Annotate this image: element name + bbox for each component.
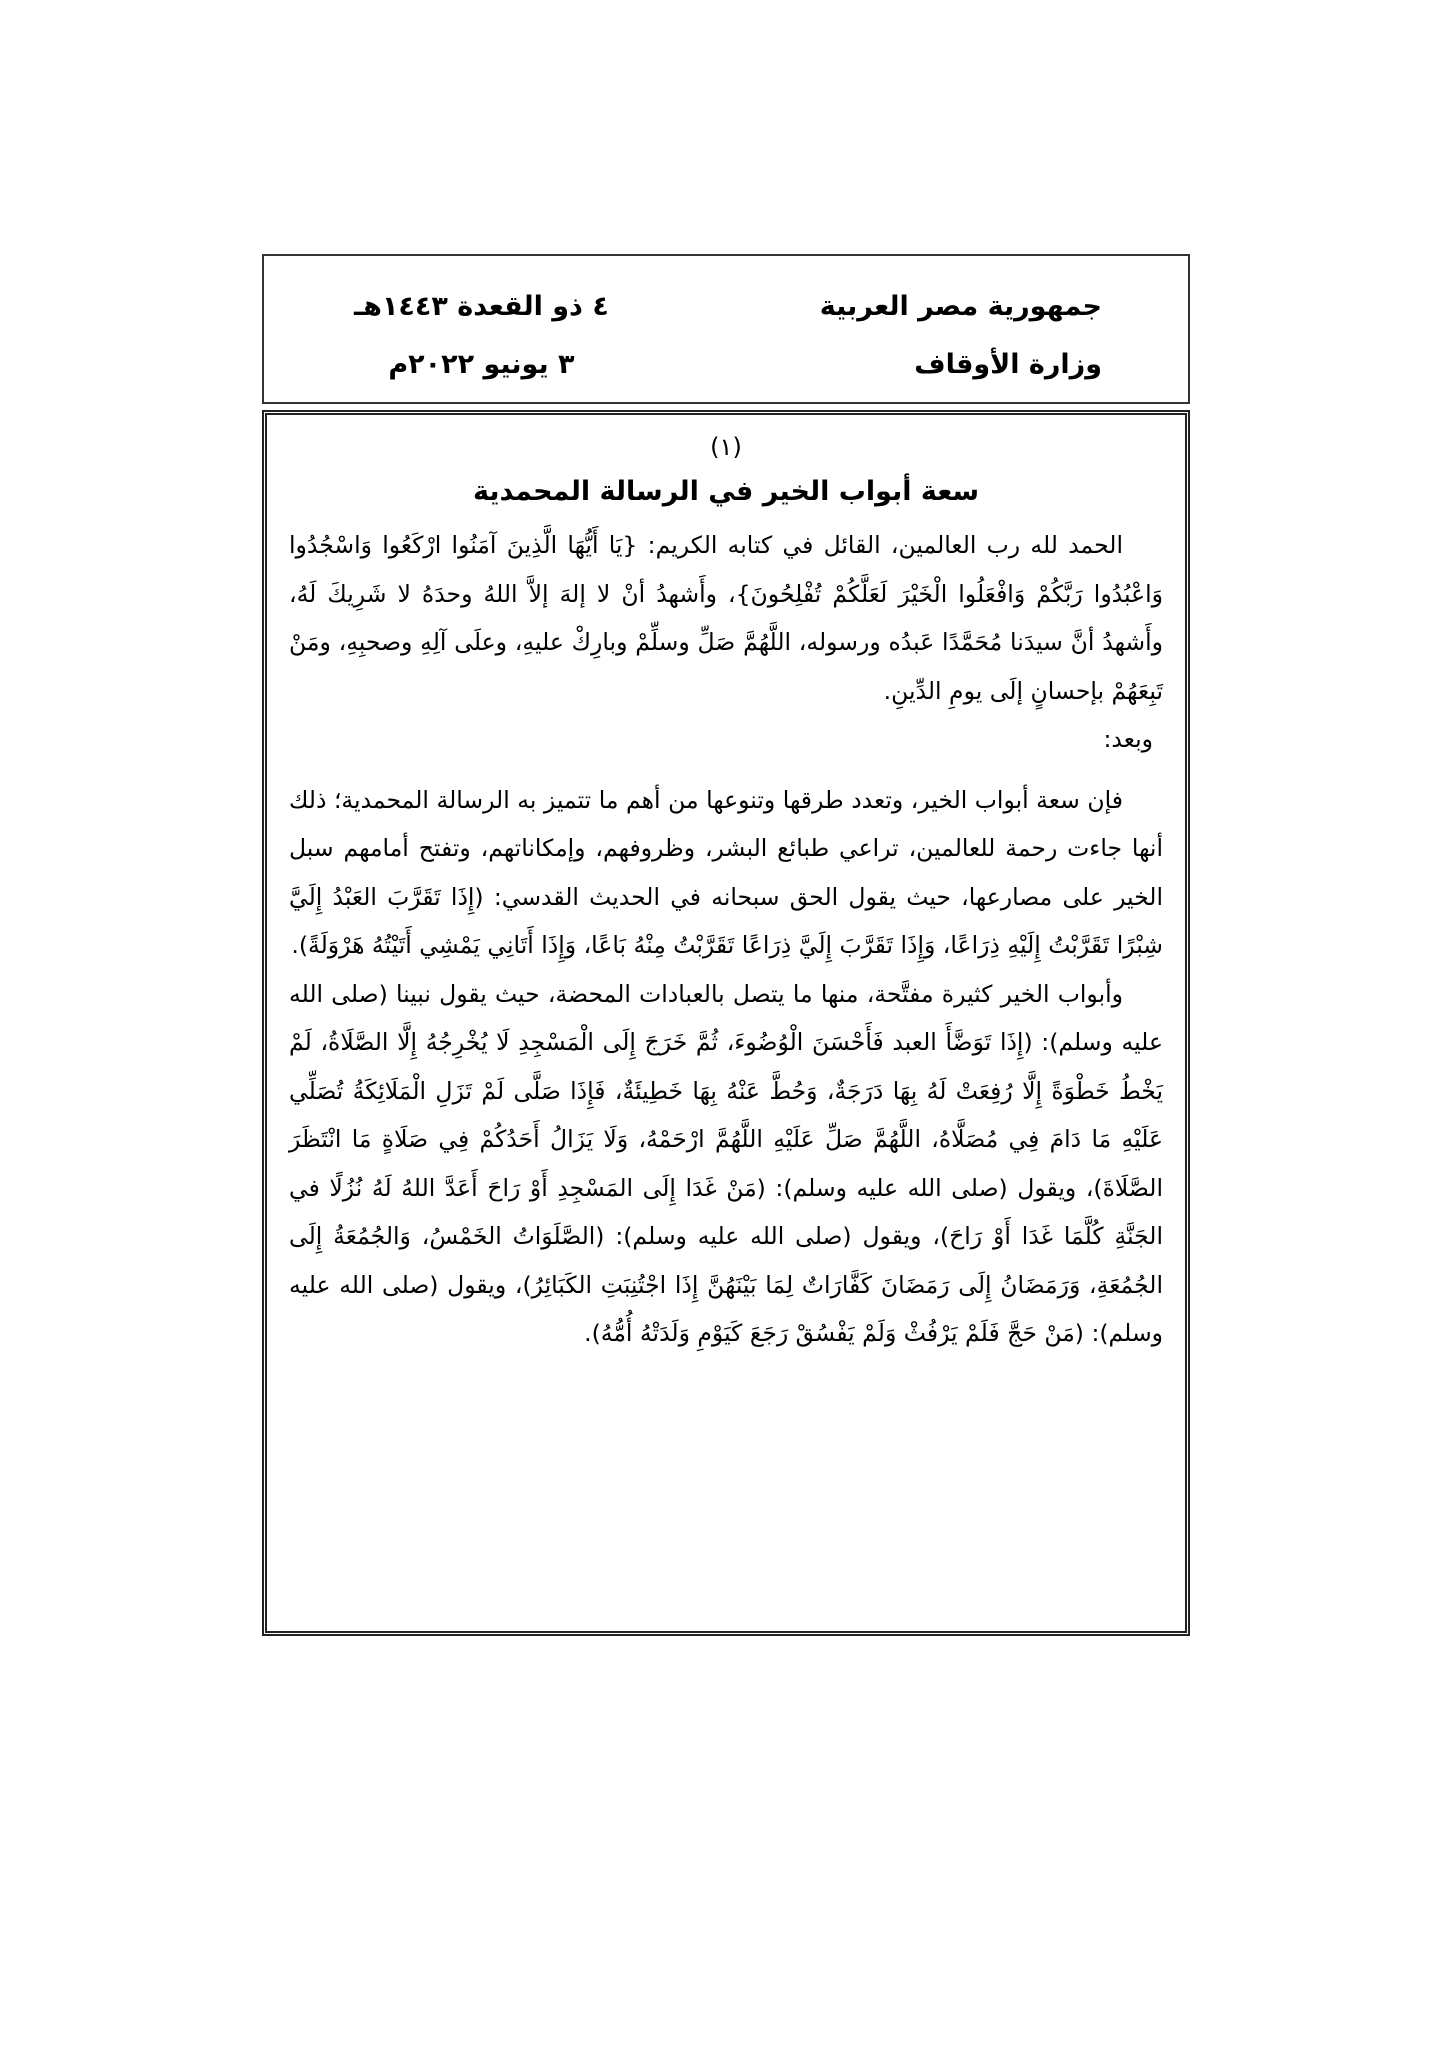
ministry-name: وزارة الأوقاف	[914, 349, 1102, 380]
section-number: (١)	[710, 433, 742, 461]
body-paragraph-1: فإن سعة أبواب الخير، وتعدد طرقها وتنوعها من أهم ما تتميز به الرسالة المحمدية؛ ذلك أنها جاءت رحمة للعالمين، تراعي طبائع البشر، وظروفهم، وإمكاناتهم، وتفتح أمامهم سبل الخير على مصارعها، حيث يقول الحق سبحانه في الحديث القدسي: (إِذَا تَقَرَّبَ العَبْدُ إِلَيَّ شِبْرًا تَقَرَّبْتُ إِلَيْهِ ذِرَاعًا، وَإِذَا تَقَرَّبَ إِلَيَّ ذِرَاعًا تَقَرَّبْتُ مِنْهُ بَاعًا، وَإِذَا أَتَانِي يَمْشِي أَتَيْتُهُ هَرْوَلَةً).	[289, 785, 1163, 959]
intro-paragraph: الحمد لله رب العالمين، القائل في كتابه الكريم: {يَا أَيُّهَا الَّذِينَ آمَنُوا ارْكَعُوا وَاسْجُدُوا وَاعْبُدُوا رَبَّكُمْ وَافْعَلُوا الْخَيْرَ لَعَلَّكُمْ تُفْلِحُونَ}، وأَشهدُ أنْ لا إلهَ إلاَّ اللهُ وحدَهُ لا شَرِيكَ لَهُ، وأَشهدُ أنَّ سيدَنا مُحَمَّدًا عَبدُه ورسوله، اللَّهُمَّ صَلِّ وسلِّمْ وبارِكْ عليهِ، وعلَى آلِهِ وصحبِهِ، ومَنْ تَبِعَهُمْ بإحسانٍ إلَى يومِ الدِّينِ.	[289, 531, 1163, 705]
gregorian-date: ٣ يونيو ٢٠٢٢م	[388, 349, 575, 380]
article-body	[262, 410, 1190, 1636]
date-block	[354, 278, 609, 394]
country-name: جمهورية مصر العربية	[819, 291, 1102, 322]
wa-baad-heading: وبعد:	[1103, 725, 1153, 753]
body-paragraph-2: وأبواب الخير كثيرة مفتَّحة، منها ما يتصل بالعبادات المحضة، حيث يقول نبينا (صلى الله عليه وسلم): (إِذَا تَوَضَّأَ العبد فَأَحْسَنَ الْوُضُوءَ، ثُمَّ خَرَجَ إِلَى الْمَسْجِدِ لَا يُخْرِجُهُ إِلَّا الصَّلَاةُ، لَمْ يَخْطُ خَطْوَةً إِلَّا رُفِعَتْ لَهُ بِهَا دَرَجَةٌ، وَحُطَّ عَنْهُ بِهَا خَطِيئَةٌ، فَإِذَا صَلَّى لَمْ تَزَلِ الْمَلَائِكَةُ تُصَلِّي عَلَيْهِ مَا دَامَ فِي مُصَلَّاهُ، اللَّهُمَّ صَلِّ عَلَيْهِ اللَّهُمَّ ارْحَمْهُ، وَلَا يَزَالُ أَحَدُكُمْ فِي صَلَاةٍ مَا انْتَظَرَ الصَّلَاةَ)، ويقول (صلى الله عليه وسلم): (مَنْ غَدَا إِلَى المَسْجِدِ أَوْ رَاحَ أَعَدَّ اللهُ لَهُ نُزُلًا في الجَنَّةِ كُلَّمَا غَدَا أَوْ رَاحَ)، ويقول (صلى الله عليه وسلم): (الصَّلَوَاتُ الخَمْسُ، وَالجُمُعَةُ إِلَى الجُمُعَةِ، وَرَمَضَانُ إِلَى رَمَضَانَ كَفَّارَاتٌ لِمَا بَيْنَهُنَّ إِذَا اجْتُنِبَتِ الكَبَائِرُ)، ويقول (صلى الله عليه وسلم): (مَنْ حَجَّ فَلَمْ يَرْفُثْ وَلَمْ يَفْسُقْ رَجَعَ كَيَوْمِ وَلَدَتْهُ أُمُّهُ).	[289, 979, 1163, 1347]
document-header	[262, 254, 1190, 404]
hijri-date: ٤ ذو القعدة ١٤٤٣هـ	[354, 291, 609, 322]
article-title: سعة أبواب الخير في الرسالة المحمدية	[472, 476, 980, 507]
issuer-block	[820, 278, 1102, 394]
